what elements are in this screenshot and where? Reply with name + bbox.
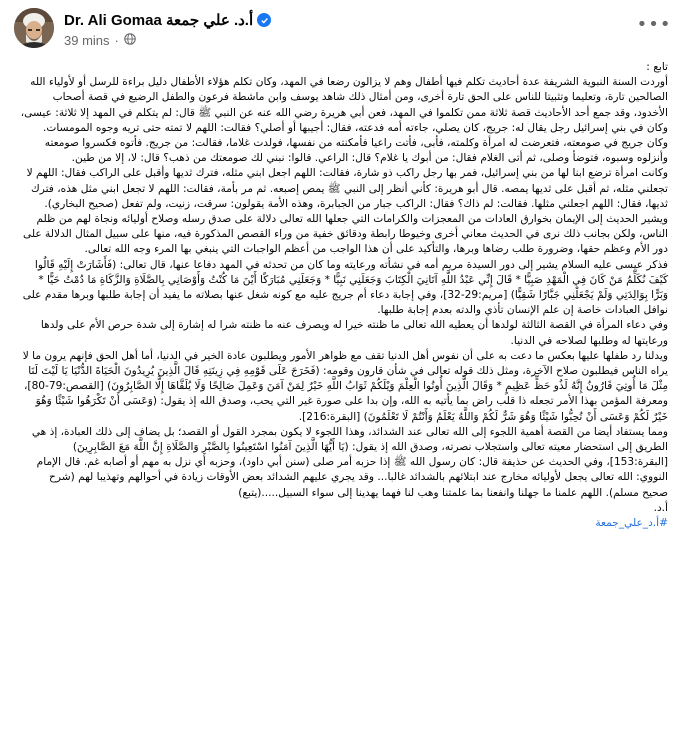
author-row bbox=[64, 10, 271, 30]
meta-separator: · bbox=[114, 32, 119, 48]
author-name[interactable]: Dr. Ali Gomaa أ.د. علي جمعة bbox=[64, 12, 254, 29]
public-globe-icon[interactable] bbox=[124, 33, 136, 48]
paragraph: أوردت السنة النبوية الشريفة عدة أحاديث تكلم فيها أطفال وهم لا يزالون رضعا في المهد، وكان تكلم هؤلاء الأطفال دليل براءة للرسل أو لأولياء الله الصالحين تارة، وتعليما وتثبيتا للناس على الحق تارة أخرى، ومن أمثال ذلك شاهد يوسف وابن ماشطة فرعون والطفل الرضيع في قصة أصحاب الأخدود، وقد جمع أحد الأحاديث قصة ثلاثة ممن تكلموا في المهد، فعن أبي هريرة رضي الله عنه عن النبي ﷺ قال: لم يتكلم في المهد إلا ثلاثة: عيسى، وكان في بني إسرائيل رجل يقال له: جريج، كان يصلي، جاءته أمه فدعته، فقال: أجيبها أو أصلي؟ فقالت: اللهم لا تمته حتى تريه وجوه المومسات. وكان جريج في صومعته، فتعرضت له امرأة وكلمته، فأبى، فأتت راعيا فأمكنته من نفسها، فولدت غلاما، فقالت: من جريج. فأتوه فكسروا صومعته وأنزلوه وسبوه، فتوضأ وصلى، ثم أتى الغلام فقال: من أبوك يا غلام؟ قال: الراعي. قالوا: نبني لك صومعتك من ذهب؟ قال: لا، إلا من طين. bbox=[20, 76, 668, 165]
post-meta bbox=[64, 32, 136, 48]
verified-badge-icon bbox=[257, 13, 271, 27]
paragraph-intro: تابع : bbox=[646, 61, 668, 73]
paragraph: ويشير الحديث إلى الإيمان بخوارق العادات من المعجزات والكرامات التي جعلها الله تعالى دلالة على صدق رسله وصلاح أوليائه ونجاة لهم من ظلم الناس، ولكن بجانب ذلك نرى في الحديث معاني أخرى وخيوطا رابطة ودقائق خفية من وراء القصص المذكورة فيه، منها على سبيل المثال الدلالة على دور الأم وعظم حقها، وضرورة طلب رضاها وبرها، والتأكيد على أن هذا الواجب من أعظم الواجبات التي ينبغي بها المرء وجه الله تعالى. bbox=[23, 213, 668, 256]
paragraph: وكانت امرأة ترضع ابنا لها من بني إسرائيل، فمر بها رجل راكب ذو شارة، فقالت: اللهم اجعل ابني مثله، فترك ثديها وأقبل على الراكب فقال: اللهم لا تجعلني مثله، ثم أقبل على ثديها يمصه. قال أبو هريرة: كأني أنظر إلى النبي ﷺ يمص إصبعه. ثم مر بأمة، فقالت: اللهم لا تجعل ابني مثل هذه، فترك ثديها، فقال: اللهم اجعلني مثلها. فقالت: لم ذاك؟ فقال: الراكب جبار من الجبابرة، وهذه الأمة يقولون: سرقت، زنيت، ولم تفعل (صحيح البخاري). bbox=[26, 167, 668, 210]
avatar-portrait-icon bbox=[14, 8, 54, 48]
paragraph: ومما يستفاد أيضا من القصة أهمية اللجوء إلى الله تعالى عند الشدائد، وهذا اللجوء لا يكون بمجرد القول أو القصد؛ بل يضاف إلى ذلك العبادة، إذ هي الطريق إلى استحضار معيته تعالى واستجلاب نصرته، وصدق الله إذ يقول: (يَا أَيُّهَا الَّذِينَ آمَنُوا اسْتَعِينُوا بِالصَّبْرِ وَالصَّلَاةِ إِنَّ اللَّهَ مَعَ الصَّابِرِينَ) [البقرة:153]، وفي الحديث عن حذيفة قال: كان رسول الله ﷺ إذا حزبه أمر صلى (سنن أبي داود)، وحزبه أي نزل به مهم أو أصابه غم. قال الإمام النووي: الله تعالى يجعل لأوليائه مخارج عند ابتلائهم بالشدائد غالبا... وقد يجري عليهم الشدائد بعض الأوقات زيادة في أحوالهم وتهذيبا لهم (شرح صحيح مسلم). اللهم علمنا ما جهلنا وانفعنا بما علمتنا وهب لنا فهما يهدينا إلى سواء السبيل.....(يتبع) bbox=[31, 425, 668, 499]
paragraph: فذكر عيسى عليه السلام يشير إلى دور السيدة مريم أمه في نشأته ورعايته وما كان من تحدثه في المهد دفاعا عنها، قال تعالى: (فَأَشَارَتْ إِلَيْهِ قَالُوا كَيْفَ نُكَلِّمُ مَنْ كَانَ فِي الْمَهْدِ صَبِيًّا * قَالَ إِنِّي عَبْدُ اللَّهِ آتَانِيَ الْكِتَابَ وَجَعَلَنِي نَبِيًّا * وَجَعَلَنِي مُبَارَكًا أَيْنَ مَا كُنْتُ وَأَوْصَانِي بِالصَّلَاةِ وَالزَّكَاةِ مَا دُمْتُ حَيًّا * وَبَرًّا بِوَالِدَتِي وَلَمْ يَجْعَلْنِي جَبَّارًا شَقِيًّا) [مريم:29-32]، وفي إجابة دعاء أم جريج عليه مع كونه شغل عنها بصلاته ما يفيد أن إجابة طلبها وبرها مقدم على نوافل العبادات خاصة إن علم الإنسان تأذي والدته بعدم إجابة طلبها. bbox=[22, 258, 668, 317]
post-text bbox=[20, 60, 668, 531]
more-options-icon[interactable]: ••• bbox=[636, 13, 672, 35]
signature: أ.د. bbox=[653, 501, 668, 514]
paragraph: وفي دعاء المرأة في القصة الثالثة لولدها أن يعطيه الله تعالى ما ظنته خيرا له ويصرف عنه ما ظنته شرا له إشارة إلى شدة حرص الأم على ولدها ورعايتها له وطلبها لصلاحه في الدنيا. bbox=[40, 319, 668, 347]
post-timestamp[interactable]: 39 mins bbox=[64, 32, 110, 48]
author-avatar[interactable] bbox=[14, 8, 54, 48]
post-header bbox=[0, 0, 680, 56]
paragraph: ويدلنا رد طفلها عليها بعكس ما دعت به على أن نفوس أهل الدنيا تقف مع ظواهر الأمور ويطلبون عادة الخير في الدنيا، أما أهل الحق فإنهم يرون ما لا يراه الناس فيطلبون صلاح الآخرة، ومثل ذلك قوله تعالى في شأن قارون وقومه: (فَخَرَجَ عَلَى قَوْمِهِ فِي زِينَتِهِ قَالَ الَّذِينَ يُرِيدُونَ الْحَيَاةَ الدُّنْيَا يَا لَيْتَ لَنَا مِثْلَ مَا أُوتِيَ قَارُونُ إِنَّهُ لَذُو حَظٍّ عَظِيمٍ * وَقَالَ الَّذِينَ أُوتُوا الْعِلْمَ وَيْلَكُمْ ثَوَابُ اللَّهِ خَيْرٌ لِمَنْ آمَنَ وَعَمِلَ صَالِحًا وَلَا يُلَقَّاهَا إِلَّا الصَّابِرُونَ) [القصص:79-80]، ومعرفة المؤمن بهذا الأمر تجعله ذا قلب راض بما يأتيه به الله، وإن بدا على صورة غير التي يحب، وصدق الله إذ يقول: (وَعَسَى أَنْ تَكْرَهُوا شَيْئًا وَهُوَ خَيْرٌ لَكُمْ وَعَسَى أَنْ تُحِبُّوا شَيْئًا وَهُوَ شَرٌّ لَكُمْ وَاللَّهُ يَعْلَمُ وَأَنْتُمْ لَا تَعْلَمُونَ) [البقرة:216]. bbox=[22, 349, 668, 423]
hashtag-link[interactable]: #أ.د_علي_جمعة bbox=[595, 517, 668, 530]
